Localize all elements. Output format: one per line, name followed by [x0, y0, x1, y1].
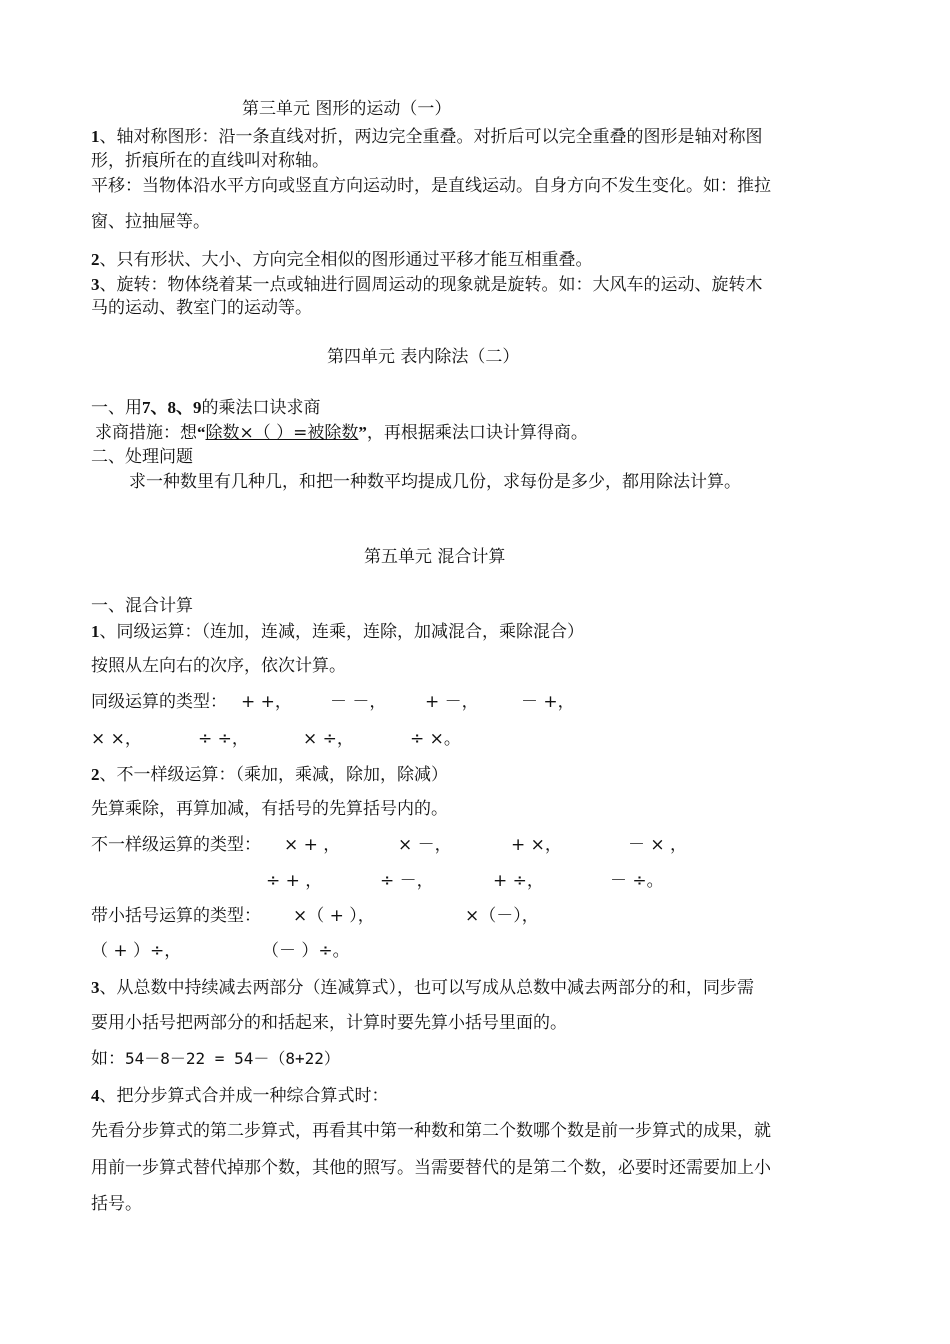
heading-numbers: 7、8、9 — [142, 398, 202, 417]
s2-type-2: × －， — [398, 835, 452, 855]
s2-type-5: ÷ + ， — [266, 871, 323, 891]
s2-type-6: ÷ －， — [380, 871, 434, 891]
unit5-s4-line3: 括号。 — [91, 1194, 142, 1214]
unit3-para4-text: 、旋转：物体绕着某一点或轴进行圆周运动的现象就是旋转。如：大风车的运动、旋转木 — [99, 275, 763, 295]
s2-bracket-type-3: （ + ）÷， — [91, 941, 182, 961]
item-number: 2 — [91, 765, 100, 784]
s1-type-8: ÷ ×。 — [410, 729, 461, 749]
s1-type-3: + －， — [425, 692, 479, 712]
example-label: 如： — [91, 1049, 125, 1069]
method-text: ，再根据乘法口诀计算得商。 — [366, 423, 588, 443]
example-formula: 54－8－22 = 54－（8+22） — [125, 1049, 340, 1068]
unit3-para1-line1 — [91, 128, 763, 146]
unit5-s1-rule: 按照从左向右的次序，依次计算。 — [91, 656, 346, 676]
quote-open: “ — [197, 423, 206, 442]
s1-type-2: － －， — [330, 692, 387, 712]
unit5-s4-line2: 用前一步算式替代掉那个数，其他的照写。当需要替代的是第二个数，必要时还需要加上小 — [91, 1158, 771, 1178]
unit4-method — [95, 424, 588, 442]
heading-suffix: 的乘法口诀求商 — [201, 398, 321, 418]
s1-text: 、同级运算：（连加，连减，连乘，连除，加减混合，乘除混合） — [99, 622, 584, 642]
unit5-s4-line1: 先看分步算式的第二步算式，再看其中第一种数和第二个数哪个数是前一步算式的成果，就 — [91, 1121, 771, 1141]
unit3-para4-line1 — [91, 276, 763, 294]
s2-types-label: 不一样级运算的类型： — [91, 835, 261, 855]
s1-type-4: － +， — [521, 692, 575, 712]
unit3-para3-text: 、只有形状、大小、方向完全相似的图形通过平移才能互相重叠。 — [99, 250, 593, 270]
unit3-para2-line2: 窗、拉抽屉等。 — [91, 212, 210, 232]
s2-bracket-type-2: ×（－）， — [465, 906, 539, 926]
s2-type-3: + ×， — [511, 835, 562, 855]
s2-bracket-label: 带小括号运算的类型： — [91, 906, 261, 926]
unit5-s3-line1 — [91, 979, 754, 997]
unit5-s2 — [91, 766, 448, 784]
item-number: 1 — [91, 622, 100, 641]
s2-text: 、不一样级运算：（乘加，乘减，除加，除减） — [99, 765, 448, 785]
s1-type-6: ÷ ÷， — [198, 729, 249, 749]
unit3-title: 第三单元 图形的运动（一） — [242, 99, 452, 119]
unit3-para4-line2: 马的运动、教室门的运动等。 — [91, 298, 312, 318]
s4-text: 、把分步算式合并成一种综合算式时： — [99, 1086, 389, 1106]
item-number: 1 — [91, 127, 100, 146]
unit3-para2-line1: 平移：当物体沿水平方向或竖直方向运动时，是直线运动。自身方向不发生变化。如：推拉 — [91, 176, 771, 196]
unit5-s1 — [91, 623, 584, 641]
s1-type-1: + +， — [241, 692, 292, 712]
s1-types-label: 同级运算的类型： — [91, 692, 227, 712]
unit5-s3-line2: 要用小括号把两部分的和括起来，计算时要先算小括号里面的。 — [91, 1013, 567, 1033]
item-number: 3 — [91, 978, 100, 997]
unit4-heading1 — [91, 399, 321, 417]
s2-type-7: + ÷， — [493, 871, 544, 891]
s2-type-1: × + ， — [284, 835, 341, 855]
unit3-para3 — [91, 251, 593, 269]
unit4-heading2-text: 求一种数里有几种几，和把一种数平均提成几份，求每份是多少，都用除法计算。 — [129, 472, 741, 492]
s3-text: 、从总数中持续减去两部分（连减算式），也可以写成从总数中减去两部分的和，同步需 — [99, 978, 754, 998]
unit5-s4 — [91, 1087, 389, 1105]
heading-prefix: 一、用 — [91, 398, 142, 418]
s2-type-4: － × ， — [628, 835, 688, 855]
s1-type-7: × ÷， — [303, 729, 354, 749]
unit5-s2-rule: 先算乘除，再算加减，有括号的先算括号内的。 — [91, 799, 448, 819]
item-number: 4 — [91, 1086, 100, 1105]
s2-type-8: － ÷。 — [610, 871, 664, 891]
s2-bracket-type-4: （－ ）÷。 — [262, 941, 350, 961]
unit3-para1-line2: 形，折痕所在的直线叫对称轴。 — [91, 151, 329, 171]
quote-close: ” — [358, 423, 367, 442]
method-formula: 除数×（ ）=被除数 — [205, 423, 359, 443]
method-label: 求商措施：想 — [95, 423, 197, 443]
s2-bracket-type-1: ×（ + ）， — [293, 906, 375, 926]
item-number: 3 — [91, 275, 100, 294]
s1-type-5: × ×， — [91, 729, 142, 749]
unit4-heading2: 二、处理问题 — [91, 447, 193, 467]
unit5-s3-example — [91, 1051, 340, 1068]
unit3-para1-text: 、轴对称图形：沿一条直线对折，两边完全重叠。对折后可以完全重叠的图形是轴对称图 — [99, 127, 763, 147]
item-number: 2 — [91, 250, 100, 269]
unit5-title: 第五单元 混合计算 — [364, 547, 506, 567]
unit5-heading1: 一、混合计算 — [91, 596, 193, 616]
unit4-title: 第四单元 表内除法（二） — [327, 347, 520, 367]
